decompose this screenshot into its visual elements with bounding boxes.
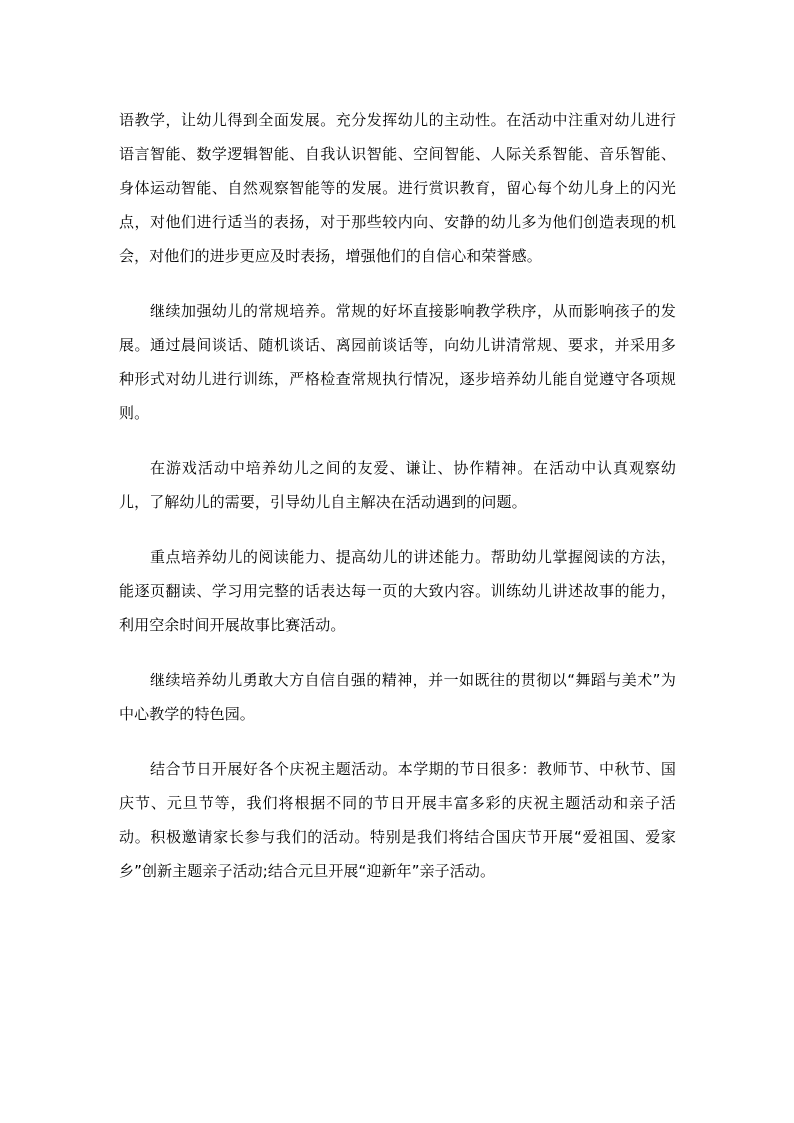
paragraph-game-cooperation: 在游戏活动中培养幼儿之间的友爱、谦让、协作精神。在活动中认真观察幼儿，了解幼儿的需要，引导幼儿自主解决在活动遇到的问题。 (119, 459, 676, 511)
paragraph-reading-ability: 重点培养幼儿的阅读能力、提高幼儿的讲述能力。帮助幼儿掌握阅读的方法，能逐页翻读、学习用完整的话表达每一页的大致内容。训练幼儿讲述故事的能力，利用空余时间开展故事比赛活动。 (119, 548, 676, 634)
paragraph-routine-training: 继续加强幼儿的常规培养。常规的好坏直接影响教学秩序，从而影响孩子的发展。通过晨间谈话、随机谈话、离园前谈话等，向幼儿讲清常规、要求，并采用多种形式对幼儿进行训练，严格检查常规执行情况，逐步培养幼儿能自觉遵守各项规则。 (119, 302, 676, 422)
paragraph-confidence: 继续培养幼儿勇敢大方自信自强的精神，并一如既往的贯彻以“舞蹈与美术”为中心教学的特色园。 (119, 671, 676, 723)
paragraph-continued: 语教学，让幼儿得到全面发展。充分发挥幼儿的主动性。在活动中注重对幼儿进行语言智能、数学逻辑智能、自我认识智能、空间智能、人际关系智能、音乐智能、身体运动智能、自然观察智能等的发展。进行赏识教育，留心每个幼儿身上的闪光点，对他们进行适当的表扬，对于那些较内向、安静的幼儿多为他们创造表现的机会，对他们的进步更应及时表扬，增强他们的自信心和荣誉感。 (119, 111, 676, 265)
document-body (119, 103, 676, 888)
paragraph-holiday-activities: 结合节日开展好各个庆祝主题活动。本学期的节日很多：教师节、中秋节、国庆节、元旦节等，我们将根据不同的节日开展丰富多彩的庆祝主题活动和亲子活动。积极邀请家长参与我们的活动。特别是我们将结合国庆节开展“爱祖国、爱家乡”创新主题亲子活动;结合元旦开展“迎新年”亲子活动。 (119, 760, 676, 880)
